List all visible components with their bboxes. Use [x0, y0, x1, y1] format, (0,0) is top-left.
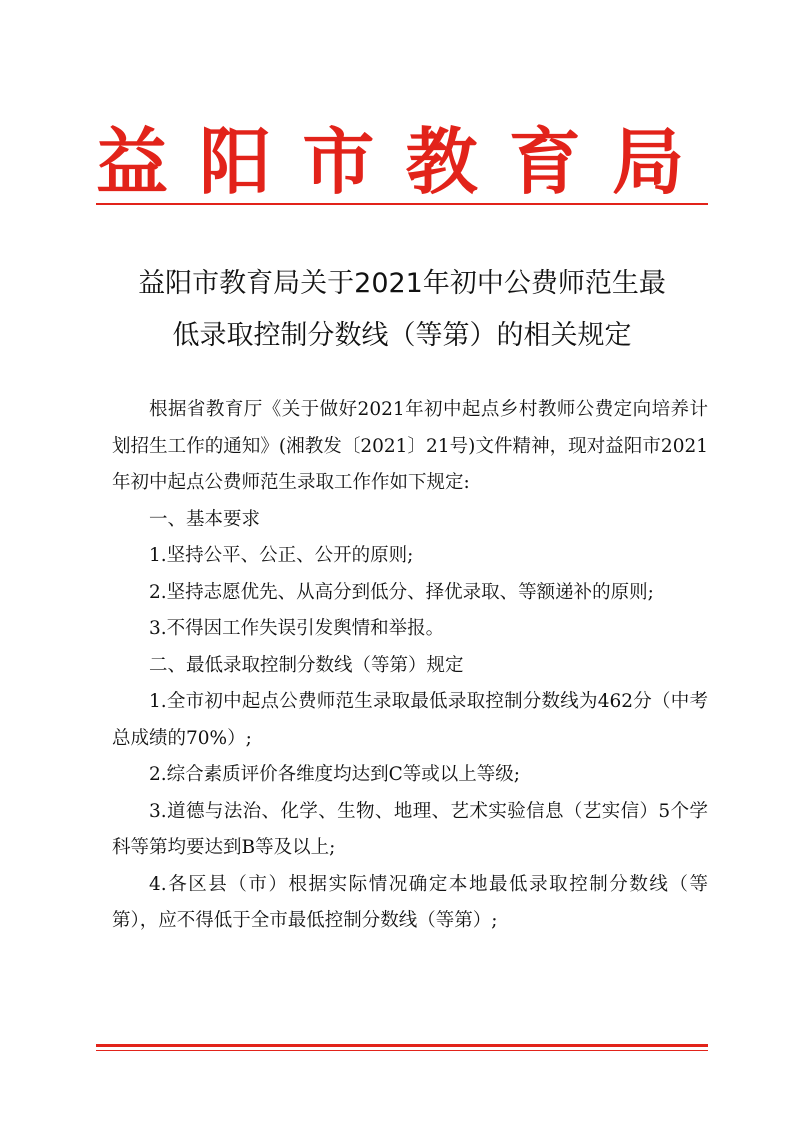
paragraph-item: 4.各区县（市）根据实际情况确定本地最低录取控制分数线（等第），应不得低于全市最低控制分数线（等第）;: [112, 873, 708, 931]
section-heading-basic-requirements: 一、基本要求: [149, 508, 261, 530]
masthead-org-name: 益阳市教育局: [96, 119, 706, 204]
paragraph-item: 1.坚持公平、公正、公开的原则;: [149, 545, 414, 566]
masthead-divider: [96, 203, 708, 205]
document-title-line-1: 益阳市教育局关于2021年初中公费师范生最: [138, 268, 666, 299]
document-title-line-2: 低录取控制分数线（等第）的相关规定: [172, 320, 632, 351]
paragraph-item: 1.全市初中起点公费师范生录取最低录取控制分数线为462分（中考总成绩的70%）;: [112, 691, 708, 749]
paragraph-item: 2.综合素质评价各维度均达到C等或以上等级;: [149, 764, 521, 785]
paragraph-item: 2.坚持志愿优先、从高分到低分、择优录取、等额递补的原则;: [149, 581, 654, 603]
section-heading-score-rules: 二、最低录取控制分数线（等第）规定: [149, 654, 464, 676]
footer-divider: [96, 1044, 708, 1051]
document-title: [96, 258, 708, 362]
paragraph-preamble: 根据省教育厅《关于做好2021年初中起点乡村教师公费定向培养计划招生工作的通知》(湘教发〔2021〕21号)文件精神，现对益阳市2021年初中起点公费师范生录取工作作如下规定:: [112, 399, 708, 493]
document-body: [112, 392, 708, 940]
paragraph-item: 3.道德与法治、化学、生物、地理、艺术实验信息（艺实信）5个学科等第均要达到B等及以上;: [112, 800, 708, 858]
paragraph-item: 3.不得因工作失误引发舆情和举报。: [149, 618, 445, 639]
